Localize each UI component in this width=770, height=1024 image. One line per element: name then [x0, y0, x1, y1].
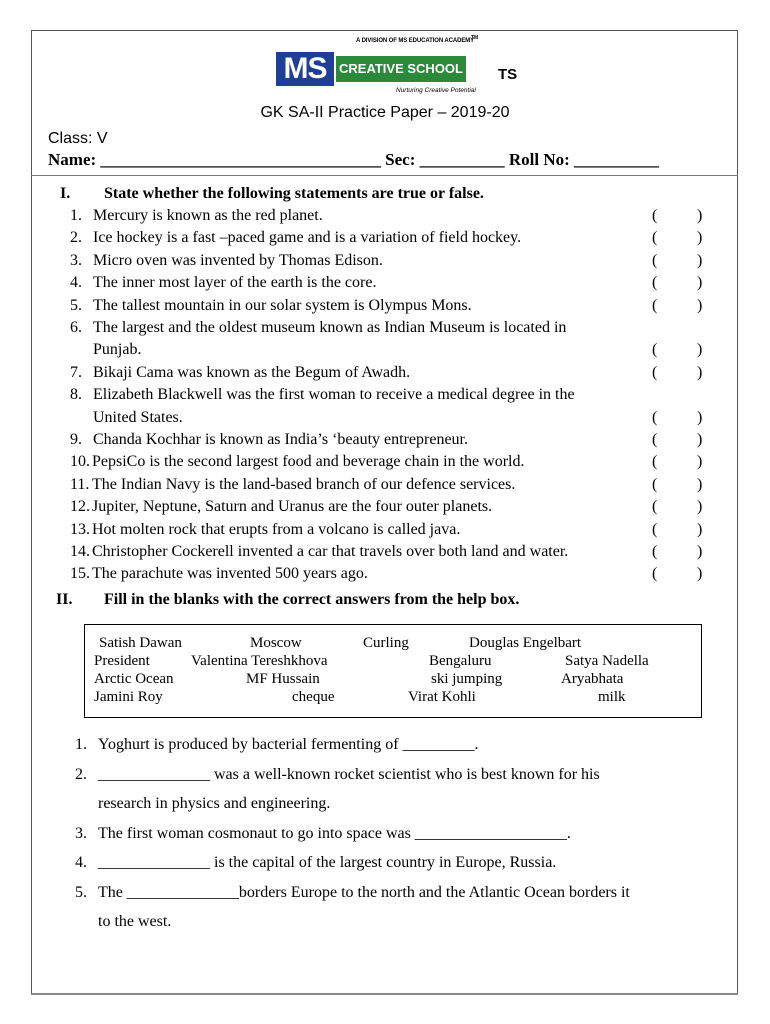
statement-text: Hot molten rock that erupts from a volcano is called java.	[92, 520, 461, 538]
blank-question-number: 5.	[75, 883, 87, 901]
statement-text: Bikaji Cama was known as the Begum of Awadh.	[93, 363, 411, 381]
school-logo	[276, 35, 479, 96]
answer-paren-open[interactable]: (	[652, 431, 658, 448]
help-word: MF Hussain	[246, 671, 320, 687]
statement-number: 7.	[70, 363, 82, 381]
statement-number: 1.	[70, 207, 82, 224]
statement-number: 12.	[70, 498, 90, 516]
logo-school-name: CREATIVE SCHOOL	[336, 56, 466, 82]
statement-text: Mercury is known as the red planet.	[93, 207, 323, 224]
answer-paren-close[interactable]: )	[697, 251, 703, 269]
statement-text: The tallest mountain in our solar system is Olympus Mons.	[93, 296, 472, 314]
answer-paren-open[interactable]: (	[652, 520, 658, 538]
statement-text-continued: Punjab.	[93, 341, 142, 359]
answer-paren-close[interactable]: )	[697, 520, 703, 538]
answer-paren-close[interactable]: )	[697, 229, 703, 247]
blank-question-text: ______________ is the capital of the largest country in Europe, Russia.	[98, 854, 557, 871]
blank-question-number: 4.	[75, 854, 87, 871]
blank-question-text-continued: research in physics and engineering.	[98, 795, 331, 812]
statement-number: 4.	[70, 274, 82, 292]
statement-text: The inner most layer of the earth is the core.	[93, 274, 377, 292]
answer-paren-close[interactable]: )	[697, 408, 703, 426]
help-word: President	[94, 653, 150, 669]
statement-text: The Indian Navy is the land-based branch of our defence services.	[92, 475, 516, 493]
section1-roman: I.	[60, 185, 71, 202]
logo-ms-mark: MS	[276, 52, 334, 86]
statement-text: Ice hockey is a fast –paced game and is a variation of field hockey.	[93, 229, 522, 247]
answer-paren-open[interactable]: (	[652, 565, 658, 583]
statement-text: Christopher Cockerell invented a car that travels over both land and water.	[92, 543, 569, 560]
statement-number: 10.	[70, 453, 90, 471]
help-word: Curling	[363, 635, 409, 651]
name-sec-roll-line: Name: _________________________________ Sec: __________ Roll No: __________	[48, 150, 660, 169]
answer-paren-open[interactable]: (	[652, 207, 658, 224]
help-word: Jamini Roy	[94, 689, 163, 705]
blank-question-text: ______________ was a well-known rocket scientist who is best known for his	[98, 765, 600, 783]
answer-paren-open[interactable]: (	[652, 341, 658, 359]
answer-paren-close[interactable]: )	[697, 296, 703, 314]
answer-paren-close[interactable]: )	[697, 543, 703, 560]
answer-paren-close[interactable]: )	[697, 341, 703, 359]
statement-number: 14.	[70, 543, 90, 560]
help-word: milk	[598, 689, 626, 705]
blank-question-number: 1.	[75, 736, 87, 753]
ts-label: TS	[498, 66, 518, 83]
answer-paren-close[interactable]: )	[697, 363, 703, 381]
help-word: cheque	[292, 689, 335, 705]
blank-question-number: 3.	[75, 824, 87, 842]
help-word: Valentina Tereshkhova	[191, 653, 328, 669]
statement-number: 13.	[70, 520, 90, 538]
statement-text-continued: United States.	[93, 408, 183, 426]
help-word: Bengaluru	[429, 653, 492, 669]
section2-roman: II.	[56, 591, 73, 608]
help-word: Aryabhata	[561, 671, 624, 687]
answer-paren-close[interactable]: )	[697, 453, 703, 471]
statement-number: 2.	[70, 229, 82, 247]
answer-paren-open[interactable]: (	[652, 408, 658, 426]
help-word: Moscow	[250, 635, 302, 651]
page-title: GK SA-II Practice Paper – 2019-20	[260, 104, 510, 121]
help-word: Virat Kohli	[408, 689, 476, 705]
logo-tagline: Nurturing Creative Potential	[396, 87, 476, 94]
answer-paren-open[interactable]: (	[652, 498, 658, 516]
statement-number: 3.	[70, 251, 82, 269]
answer-paren-close[interactable]: )	[697, 274, 703, 292]
blank-question-text: The first woman cosmonaut to go into space was ___________________.	[98, 824, 571, 842]
blank-question-text-continued: to the west.	[98, 913, 172, 930]
class-label: Class: V	[48, 130, 108, 147]
answer-paren-open[interactable]: (	[652, 229, 658, 247]
help-word: ski jumping	[431, 671, 503, 687]
help-word: Arctic Ocean	[94, 671, 174, 687]
page-border-bottom	[31, 993, 738, 995]
statement-text: Chanda Kochhar is known as India’s ‘beauty entrepreneur.	[93, 431, 468, 448]
statement-text: PepsiCo is the second largest food and beverage chain in the world.	[92, 453, 525, 471]
logo-division-text: A DIVISION OF MS EDUCATION ACADEMY	[356, 38, 475, 44]
answer-paren-open[interactable]: (	[652, 363, 658, 381]
answer-paren-close[interactable]: )	[697, 431, 703, 448]
answer-paren-close[interactable]: )	[697, 475, 703, 493]
statement-number: 5.	[70, 296, 82, 314]
help-word: Satish Dawan	[99, 635, 182, 651]
help-box	[84, 624, 702, 718]
answer-paren-open[interactable]: (	[652, 296, 658, 314]
answer-paren-open[interactable]: (	[652, 453, 658, 471]
blank-question-text: Yoghurt is produced by bacterial fermenting of _________.	[98, 736, 479, 753]
statement-number: 9.	[70, 431, 82, 448]
blank-question-number: 2.	[75, 765, 87, 783]
answer-paren-close[interactable]: )	[697, 207, 703, 224]
statement-text: The parachute was invented 500 years ago.	[92, 565, 368, 583]
section2-heading: Fill in the blanks with the correct answers from the help box.	[104, 591, 520, 608]
blank-question-text: The ______________borders Europe to the north and the Atlantic Ocean borders it	[98, 883, 630, 901]
logo-trademark: TM	[471, 35, 479, 41]
answer-paren-close[interactable]: )	[697, 498, 703, 516]
answer-paren-close[interactable]: )	[697, 565, 703, 583]
header-divider	[31, 175, 738, 176]
answer-paren-open[interactable]: (	[652, 543, 658, 560]
statement-number: 6.	[70, 319, 82, 336]
answer-paren-open[interactable]: (	[652, 475, 658, 493]
section1-heading: State whether the following statements are true or false.	[104, 185, 484, 202]
statement-number: 15.	[70, 565, 90, 583]
answer-paren-open[interactable]: (	[652, 274, 658, 292]
help-word: Douglas Engelbart	[469, 635, 582, 651]
statement-text: Jupiter, Neptune, Saturn and Uranus are the four outer planets.	[92, 498, 493, 516]
statement-text: The largest and the oldest museum known as Indian Museum is located in	[93, 319, 567, 336]
statement-text: Elizabeth Blackwell was the first woman to receive a medical degree in the	[93, 386, 575, 404]
statement-number: 11.	[70, 475, 90, 493]
statement-text: Micro oven was invented by Thomas Edison.	[93, 251, 383, 269]
answer-paren-open[interactable]: (	[652, 251, 658, 269]
statement-number: 8.	[70, 386, 82, 404]
help-word: Satya Nadella	[565, 653, 649, 669]
